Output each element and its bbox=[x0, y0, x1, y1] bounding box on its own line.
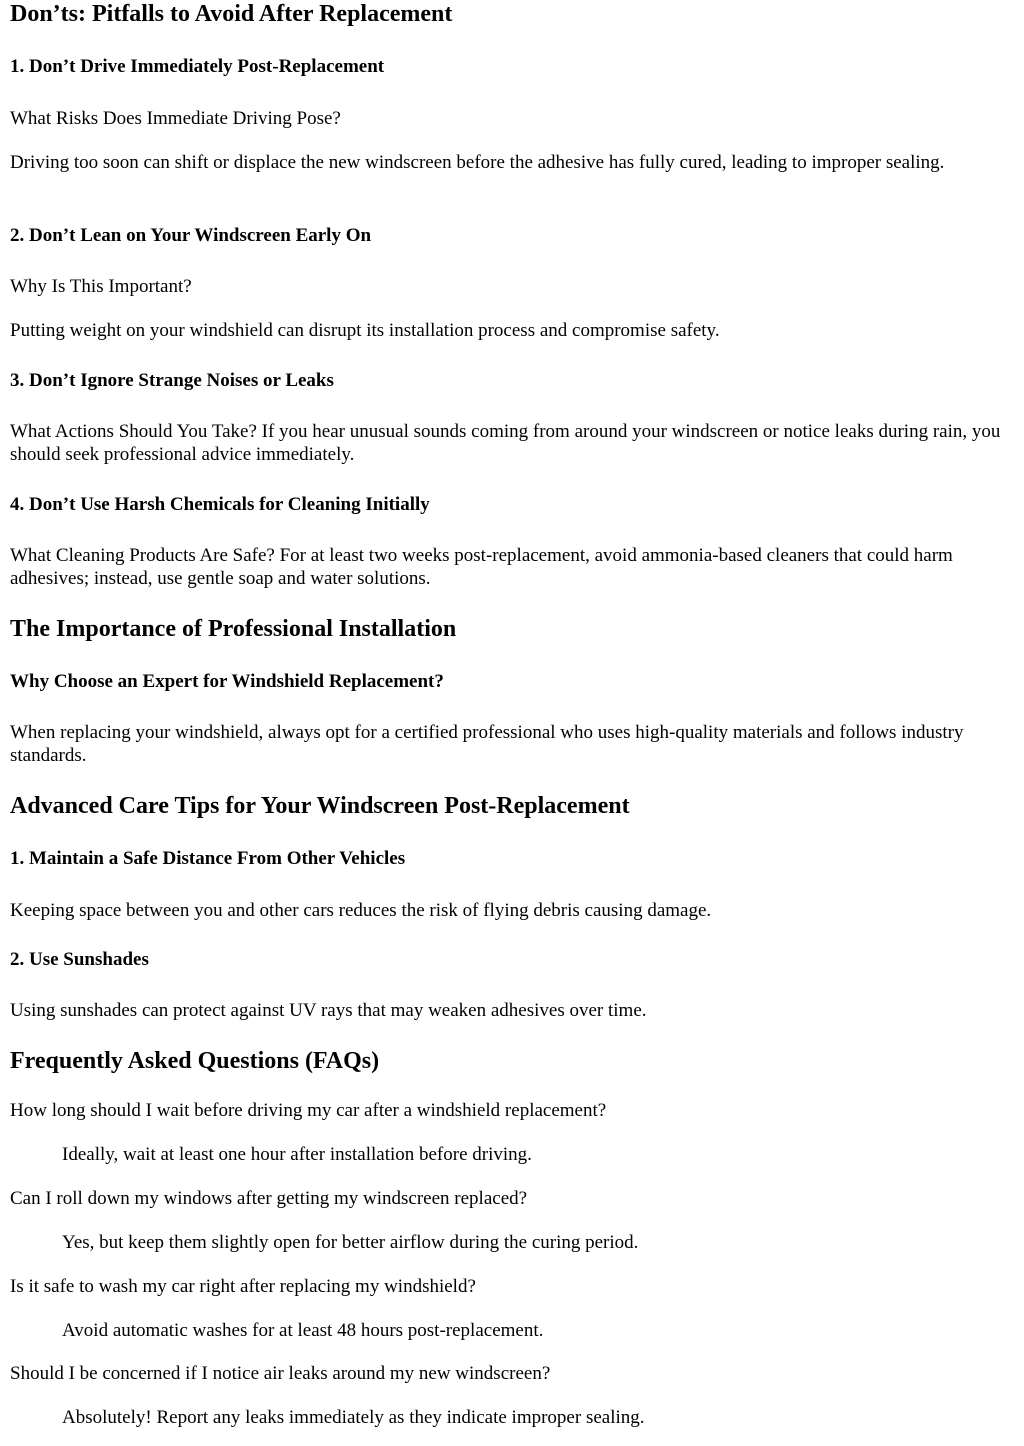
faq-answer: Absolutely! Report any leaks immediately as they indicate improper sealing. bbox=[62, 1407, 645, 1428]
faq-answer: Ideally, wait at least one hour after installation before driving. bbox=[62, 1144, 532, 1165]
advanced-item-title: 1. Maintain a Safe Distance From Other Vehicles bbox=[10, 848, 406, 869]
dont-item-question: Why Is This Important? bbox=[10, 276, 192, 297]
dont-item-title: 3. Don’t Ignore Strange Noises or Leaks bbox=[10, 370, 334, 391]
professional-subheading: Why Choose an Expert for Windshield Replacement? bbox=[10, 671, 444, 692]
dont-item-title: 1. Don’t Drive Immediately Post-Replacement bbox=[10, 56, 385, 77]
section-heading-professional: The Importance of Professional Installation bbox=[10, 616, 457, 642]
faq-question: Can I roll down my windows after getting my windscreen replaced? bbox=[10, 1188, 528, 1209]
dont-item-question: What Risks Does Immediate Driving Pose? bbox=[10, 108, 341, 129]
faq-answer: Avoid automatic washes for at least 48 hours post-replacement. bbox=[62, 1320, 544, 1341]
section-heading-donts: Don’ts: Pitfalls to Avoid After Replacement bbox=[10, 1, 453, 27]
advanced-item-text: Using sunshades can protect against UV rays that may weaken adhesives over time. bbox=[10, 1000, 647, 1021]
dont-item-answer: Driving too soon can shift or displace the new windscreen before the adhesive has fully cured, leading to improper sealing. bbox=[10, 152, 945, 173]
advanced-item-text: Keeping space between you and other cars reduces the risk of flying debris causing damage. bbox=[10, 900, 712, 921]
dont-item-title: 2. Don’t Lean on Your Windscreen Early On bbox=[10, 225, 372, 246]
faq-question: How long should I wait before driving my car after a windshield replacement? bbox=[10, 1100, 607, 1121]
section-heading-advanced: Advanced Care Tips for Your Windscreen Post-Replacement bbox=[10, 793, 630, 819]
dont-item-text: What Cleaning Products Are Safe? For at least two weeks post-replacement, avoid ammonia-based cleaners that could harm adhesives; instead, use gentle soap and water solutions. bbox=[10, 545, 953, 589]
section-heading-faq: Frequently Asked Questions (FAQs) bbox=[10, 1048, 380, 1074]
professional-text: When replacing your windshield, always opt for a certified professional who uses high-quality materials and follows industry standards. bbox=[10, 722, 964, 766]
advanced-item-title: 2. Use Sunshades bbox=[10, 949, 149, 970]
faq-answer: Yes, but keep them slightly open for better airflow during the curing period. bbox=[62, 1232, 639, 1253]
dont-item-answer: Putting weight on your windshield can disrupt its installation process and compromise safety. bbox=[10, 320, 720, 341]
dont-item-title: 4. Don’t Use Harsh Chemicals for Cleaning Initially bbox=[10, 494, 430, 515]
faq-question: Is it safe to wash my car right after replacing my windshield? bbox=[10, 1276, 476, 1297]
faq-question: Should I be concerned if I notice air leaks around my new windscreen? bbox=[10, 1363, 551, 1384]
dont-item-text: What Actions Should You Take? If you hear unusual sounds coming from around your windscreen or notice leaks during rain, you should seek professional advice immediately. bbox=[10, 421, 1001, 465]
